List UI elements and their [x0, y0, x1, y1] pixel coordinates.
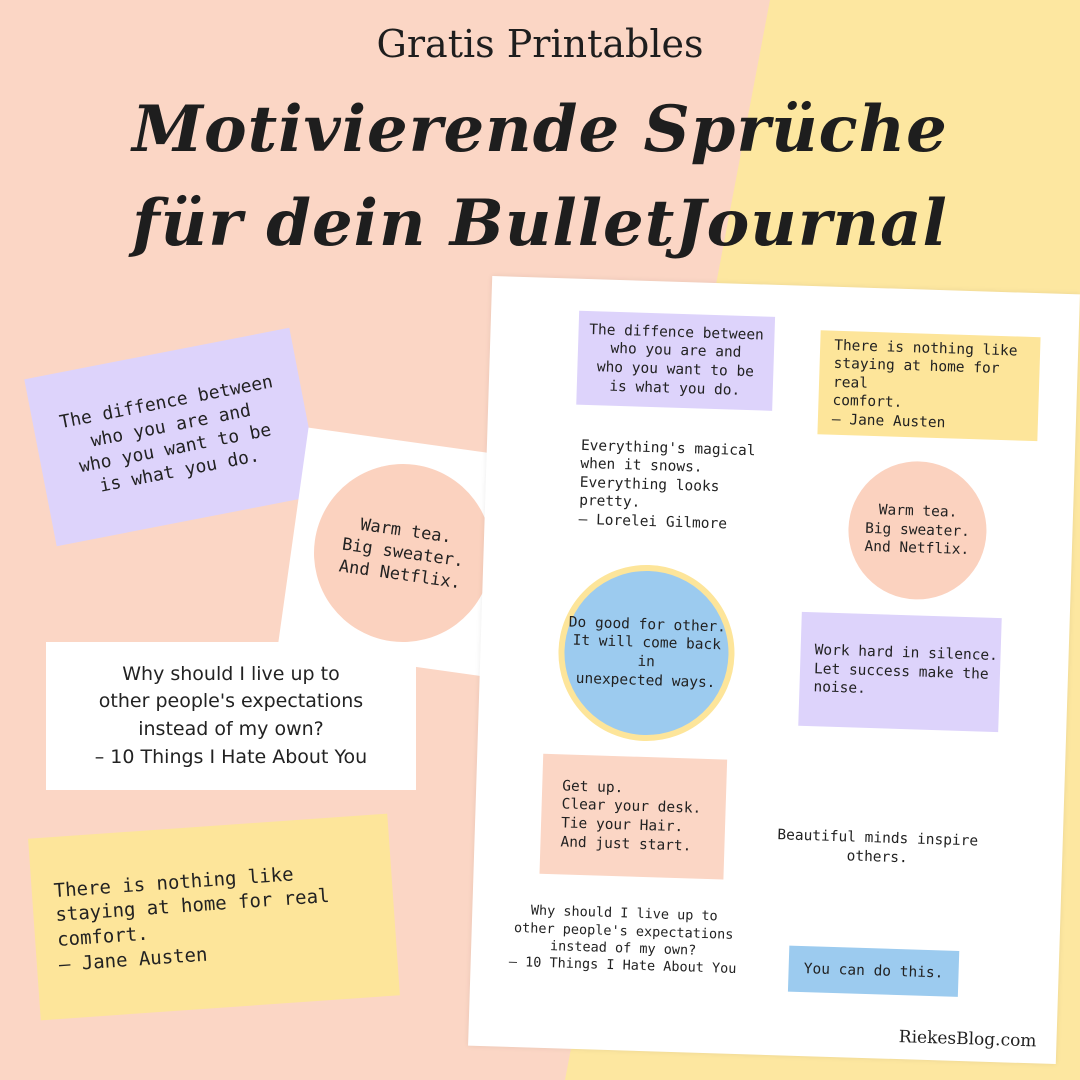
sheet-quote-yellow-text: There is nothing like staying at home for real comfort. – Jane Austen: [831, 337, 1018, 432]
sheet-quote-10-things: [492, 886, 755, 994]
title-line-1: Motivierende Sprüche: [132, 92, 948, 167]
sheet-quote-peach-circle-text: Warm tea. Big sweater. And Netflix.: [864, 502, 971, 559]
sheet-quote-yellow: [817, 330, 1040, 441]
yellow-quote-text: There is nothing like staying at home for real comfort. – Jane Austen: [53, 863, 331, 976]
sheet-quote-peach-text: Get up. Clear your desk. Tie your Hair. And just start.: [560, 778, 702, 855]
sheet-quote-gilmore-text: Everything's magical when it snows. Everything looks pretty. – Lorelei Gilmore: [578, 437, 756, 533]
sheet-quote-blue-circle: [556, 562, 737, 743]
white-quote-card: [46, 642, 416, 790]
subtitle: Gratis Printables: [376, 22, 704, 66]
sheet-quote-beautiful-minds: [772, 815, 984, 882]
brand-watermark: RiekesBlog.com: [898, 1027, 1037, 1052]
sheet-quote-lavender-2-text: Work hard in silence. Let success make the noise.: [813, 642, 999, 698]
title-line-2: für dein BulletJournal: [132, 186, 948, 261]
printable-sheet: [468, 276, 1080, 1064]
lavender-quote-text: The diffence between who you are and who you want to be is what you do.: [57, 371, 275, 498]
sheet-quote-blue-circle-text: Do good for other. It will come back in unexpected ways.: [568, 614, 727, 691]
sheet-quote-blue-text: You can do this.: [803, 960, 944, 982]
sheet-quote-lavender-1-text: The diffence between who you are and who you want to be is what you do.: [589, 321, 765, 399]
sheet-quote-lavender-2: [798, 612, 1001, 732]
circle-quote-text: Warm tea. Big sweater. And Netflix.: [337, 514, 466, 594]
sheet-quote-10-things-text: Why should I live up to other people's expectations instead of my own? – 10 Things I Hate About You: [508, 902, 737, 978]
sheet-quote-blue: [788, 946, 959, 997]
sheet-quote-lavender-1: [576, 311, 775, 411]
circle-quote: [302, 452, 503, 653]
white-quote-text: Why should I live up to other people's expectations instead of my own? – 10 Things I Hate About You: [94, 662, 368, 768]
sheet-quote-gilmore: [578, 427, 781, 545]
sheet-quote-peach: [539, 754, 727, 880]
yellow-quote-card: [28, 814, 400, 1021]
sheet-quote-peach-circle: [846, 459, 988, 601]
sheet-quote-beautiful-minds-text: Beautiful minds inspire others.: [777, 827, 979, 867]
